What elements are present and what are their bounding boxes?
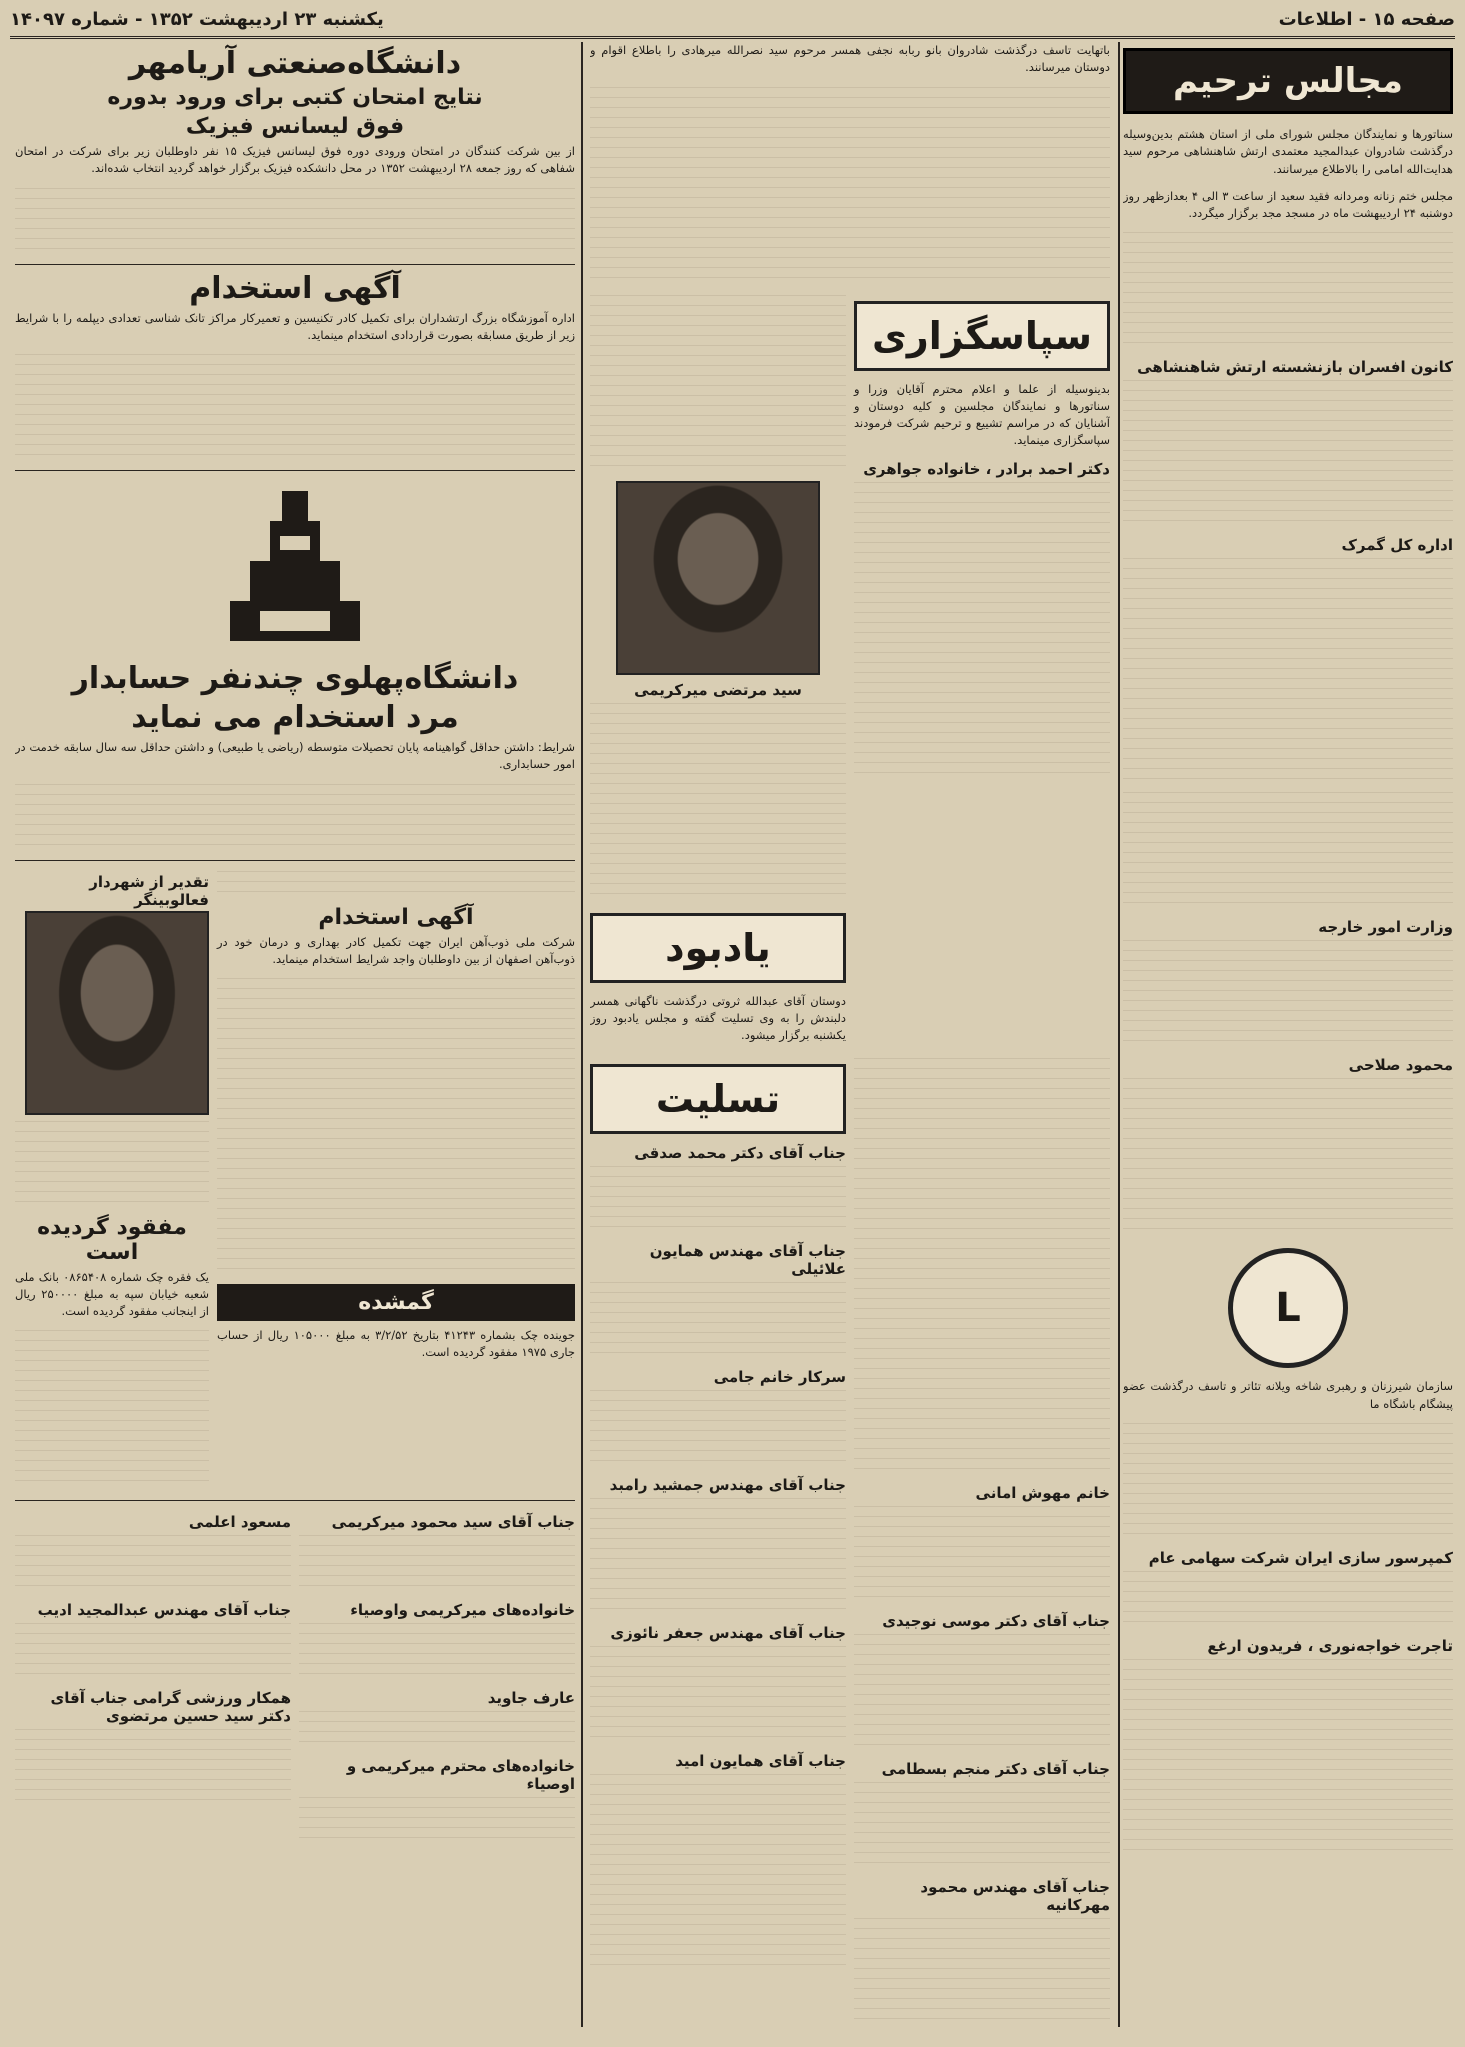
column-obituaries [1123,42,1453,2027]
text-block [15,1535,291,1595]
text-block [15,1623,291,1683]
pahlavi-title: دانشگاه‌پهلوی چندنفر حسابدار [71,661,519,696]
photo-caption: سید مرتضی میرکریمی [634,680,802,699]
text-block [1123,1571,1453,1631]
page-header [10,2,1455,39]
taslit-item: سرکار خانم جامی [713,1368,846,1387]
text-block [1123,792,1453,912]
university-subtitle: فوق لیسانس فیزیک [185,114,405,139]
text-block [299,1623,575,1683]
bottom-notice-title: مسعود اعلمی [188,1513,291,1532]
university-text: از بین شرکت کنندگان در امتحان ورودی دوره فوق لیسانس فیزیک ۱۵ نفر داوطلبان زیر برای شرکت در امتحان شفاهی که روز جمعه ۲۸ اردیبهشت ۱۳۵۲ در محل دانشکده فیزیک برگزار خواهد گردید انتخاب شده‌اند. [15,144,575,176]
text-block [299,1711,575,1751]
taslit-item: جناب آقای دکتر منجم بسطامی [881,1760,1110,1779]
notice-signature: اداره کل گمرک [1341,536,1453,555]
taslit-item: جناب آقای مهندس جمشید رامبد [609,1476,846,1495]
text-block [854,1918,1110,2027]
text-block [590,1498,846,1618]
taslit-banner: تسلیت [590,1064,846,1134]
majales-text: مجلس ختم زنانه ومردانه فقید سعید از ساعت ۳ الی ۴ بعدازظهر روز دوشنبه ۲۴ اردیبهشت ماه در مسجد مجد برگزار میگردد. [1123,188,1453,220]
text-block [590,1390,846,1470]
agahi2-text: شرکت ملی ذوب‌آهن ایران جهت تکمیل کادر بهداری و درمان خود در ذوب‌آهن اصفهان از بین داوطلبان واجد شرایط استخدام مینماید. [217,934,575,966]
text-block [15,1330,209,1490]
text-block [15,354,575,464]
text-block [590,1774,846,1974]
yadbood-text: دوستان آقای عبدالله ثروتی درگذشت ناگهانی همسر دلبندش را به وی تسلیت گفته و مجلس یادبود روز یکشنبه برگزار میشود. [590,993,846,1042]
divider [15,264,575,265]
bottom-notice-title: همکار ورزشی گرامی جناب آقای دکتر سید حسین مرتضوی [50,1689,291,1726]
divider [15,860,575,861]
lions-logo-mark: L [1275,1285,1301,1332]
agahi2-title: آگهی استخدام [318,904,474,930]
mafqud-title: مفقود گردیده است [37,1214,187,1265]
portrait-photo [616,481,820,675]
tower-svg [220,481,370,651]
mafqud-text: یک فقره چک شماره ۰۸۶۵۴۰۸ بانک ملی شعبه خیابان سپه به مبلغ ۲۵۰۰۰۰ ریال از اینجانب مفقود گردیده است. [15,1269,210,1318]
notice-signature: محمود صلاحی [1348,1056,1453,1075]
text-block [217,978,575,1278]
taslit-item: جناب آقای دکتر محمد صدقی [634,1144,846,1163]
bottom-notice-title: جناب آقای سید محمود میرکریمی [331,1513,575,1532]
column-rule [581,42,583,2027]
text-block [299,1797,575,1847]
notice-signature: وزارت امور خارجه [1318,918,1453,937]
text-block [590,87,1110,287]
pahlavi-title: مرد استخدام می نماید [131,700,459,735]
agahi-text: اداره آموزشگاه بزرگ ارتشداران برای تکمیل کادر تکنیسین و تعمیرکار مراکز تانک شناسی تعدادی دیپلمه را با شرایط زیر از طریق مسابقه بصورت قراردادی استخدام مینماید. [15,310,575,342]
pahlavi-text: شرایط: داشتن حداقل گواهینامه پایان تحصیلات متوسطه (ریاضی یا طبیعی) و داشتن حداقل سه سال سابقه خدمت در امور حسابداری. [15,740,575,772]
yadbood-banner: یادبود [590,913,846,983]
text-block [590,703,846,903]
lions-text: سازمان شیرزنان و رهبری شاخه ویلانه تئاتر و تاسف درگذشت عضو پیشگام باشگاه ما [1123,1379,1453,1411]
bottom-notice-title: خانواده‌های محترم میرکریمی و اوصیاء [346,1757,575,1794]
divider [15,470,575,471]
bottom-notice-title: عارف جاوید [487,1689,575,1708]
text-block [15,784,575,854]
notice-signature: کانون افسران بازنشسته ارتش شاهنشاهی [1137,358,1453,377]
text-block [15,188,575,258]
text-block [1123,1659,1453,1859]
text-block [1123,1078,1453,1238]
top-notice: باتهایت تاسف درگذشت شادروان بانو ربابه نجفی همسر مرحوم سید نصرالله میرهادی را باطلاع اقوام و دوستان میرسانند. [590,43,1110,75]
text-block [590,1282,846,1362]
text-block [854,1506,1110,1606]
text-block [854,1634,1110,1754]
gomshode-text: جوینده چک بشماره ۴۱۲۴۳ بتاریخ ۳/۲/۵۲ به مبلغ ۱۰۵۰۰۰ ریال از حساب جاری ۱۹۷۵ مفقود گردیده است. [217,1328,575,1360]
divider [15,1500,575,1501]
taslit-item: جناب آقای مهندس جعفر نائوزی [610,1624,846,1643]
bottom-notice-title: خانواده‌های میرکریمی واوصیاء [350,1601,575,1620]
header-page-label: صفحه ۱۵ - اطلاعات [1278,8,1455,30]
text-block [590,1166,846,1236]
taslit-item: خانم مهوش امانی [975,1484,1110,1503]
text-block [299,1535,575,1595]
notice-signature: تاجرت خواجه‌نوری ، فریدون ارغع [1207,1636,1453,1655]
bottom-notice-title: جناب آقای مهندس عبدالمجید ادیب [37,1601,291,1620]
university-tower-logo [220,481,370,651]
text-block [854,1058,1110,1478]
majales-text: سناتورها و نمایندگان مجلس شورای ملی از استان هشتم بدین‌وسیله درگذشت شادروان عبدالمجید معتمدی ارتش شاهنشاهی مرحوم سید هدایت‌الله امامی را بالاطلاع میرسانند. [1123,127,1453,176]
taslit-item: جناب آقای همایون امید [675,1752,846,1771]
portrait-photo [25,911,209,1115]
column-ads [15,42,575,2027]
text-block [590,1646,846,1746]
gomshode-banner: گمشده [217,1284,575,1321]
agahi-title: آگهی استخدام [189,270,401,306]
notice-signature: کمپرسور سازی ایران شرکت سهامی عام [1148,1548,1453,1567]
text-block [217,871,575,901]
text-block [1123,940,1453,1050]
majales-tarhim-banner: مجالس ترحیم [1123,48,1453,114]
taslit-item: جناب آقای دکتر موسی نوجیدی [882,1612,1110,1631]
taghdir-title: تقدیر از شهردار فعالوبینگر [89,872,209,909]
sepas-text: بدینوسیله از علما و اعلام محترم آقایان وزرا و سناتورها و نمایندگان مجلسین و کلیه دوستان و آشنایان که در مراسم تشییع و ترحیم شرکت فرمودند سپاسگزاری مینماید. [854,381,1110,448]
sepas-signature: دکتر احمد برادر ، خانواده جواهری [863,459,1110,478]
text-block [1123,1423,1453,1543]
taslit-item: جناب آقای مهندس محمود مهرکانیه [920,1878,1110,1915]
lions-club-logo [1228,1248,1348,1368]
text-block [1123,558,1453,788]
sepasgozari-banner: سپاسگزاری [854,301,1110,371]
taslit-item: جناب آقای مهندس همایون علائیلی [649,1242,846,1279]
column-middle [590,42,1110,2027]
text-block [15,1729,291,1809]
university-subtitle: نتایج امتحان کتبی برای ورود بدوره [107,85,483,110]
text-block [15,1121,209,1211]
text-block [1123,380,1453,530]
text-block [1123,232,1453,352]
column-rule [1118,42,1120,2027]
text-block [854,482,1110,782]
header-date-label: یکشنبه ۲۳ اردیبهشت ۱۳۵۲ - شماره ۱۴۰۹۷ [10,8,384,30]
text-block [590,295,846,475]
university-title: دانشگاه‌صنعتی آریامهر [128,46,462,81]
text-block [854,1782,1110,1872]
